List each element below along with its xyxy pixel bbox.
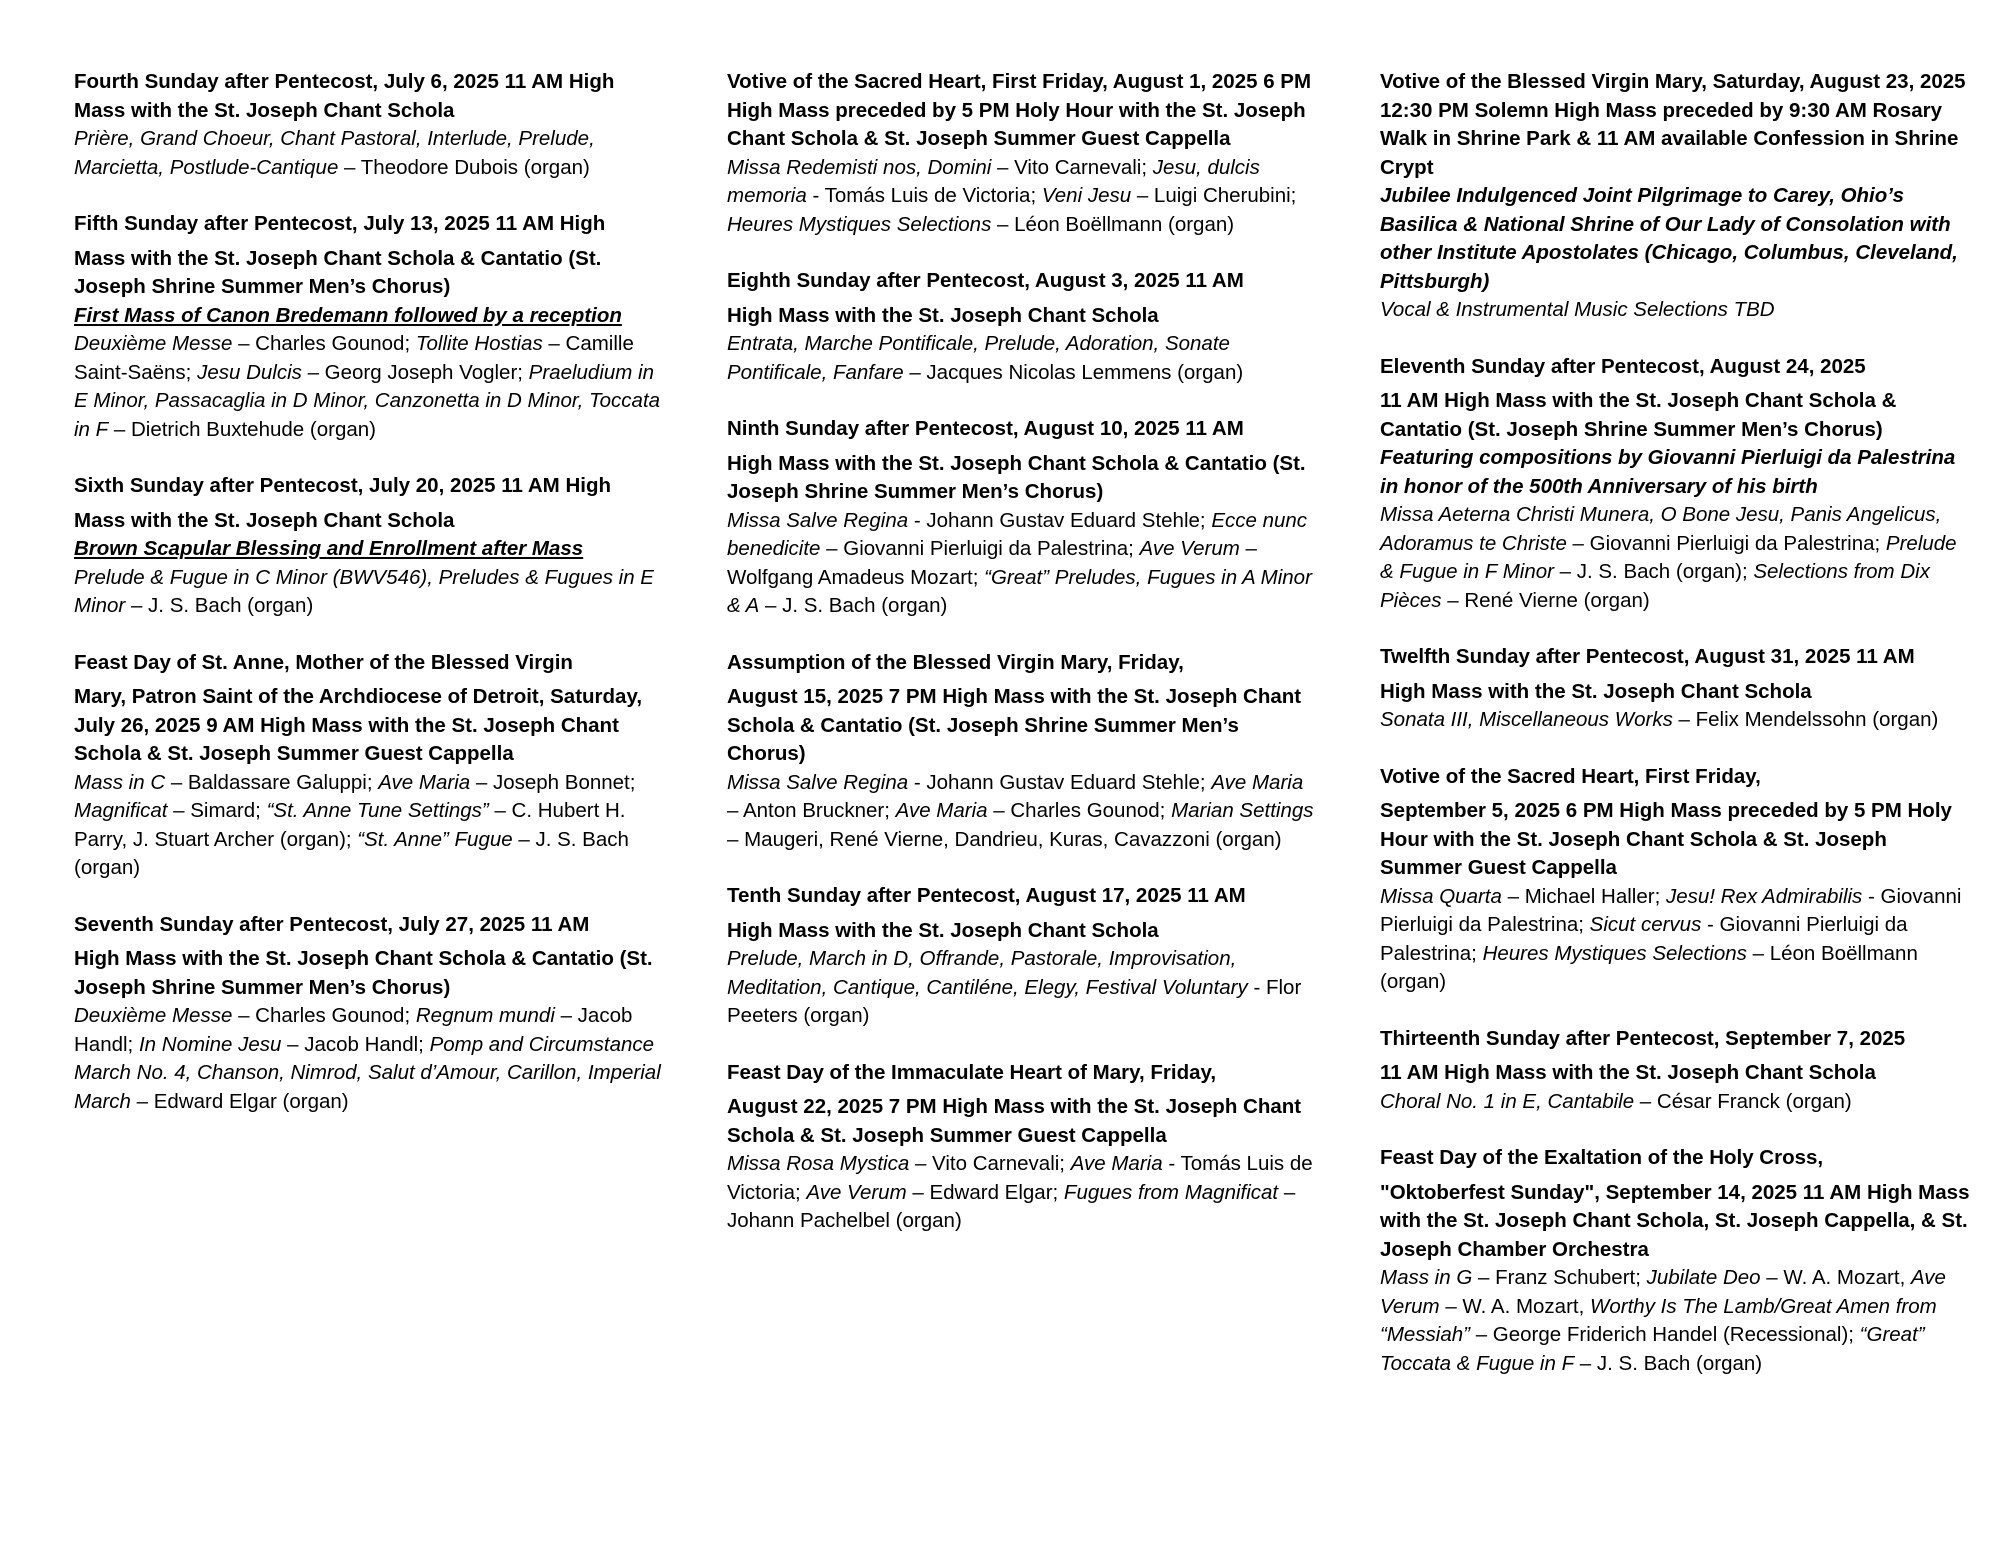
work-title: “Great” Toccata & Fugue in F — [1380, 1323, 1925, 1375]
work-title: “St. Anne” Fugue — [357, 827, 513, 851]
work-title: Missa Aeterna Christi Munera, O Bone Jesu, Panis Angelicus, Adoramus te Christe — [1380, 503, 1942, 555]
entry-heading: Thirteenth Sunday after Pentecost, September 7, 2025 — [1380, 1026, 1906, 1050]
work-title: Sonata III, Miscellaneous Works — [1380, 708, 1673, 731]
entry-heading: August 15, 2025 7 PM High Mass with the St. Joseph Chant Schola & Cantatio (St. Joseph Shrine Summer Men’s Chorus) — [727, 685, 1302, 765]
music-program — [727, 507, 1317, 621]
entry-heading: Votive of the Blessed Virgin Mary, Saturday, August 23, 2025 12:30 PM Solemn High Mass preceded by 9:30 AM Rosary Walk in Shrine Park & 11 AM available Confession in Shrine Crypt — [1380, 70, 1966, 179]
entry-heading: Feast Day of the Immaculate Heart of Mary, Friday, — [727, 1060, 1217, 1084]
composer-credit: – Vito Carnevali; — [909, 1152, 1071, 1175]
composer-credit: – Vito Carnevali; — [991, 155, 1153, 179]
composer-credit: – C. Hubert H. Parry, J. Stuart Archer (organ); — [74, 799, 626, 851]
music-program — [727, 330, 1317, 387]
entry-heading: High Mass with the St. Joseph Chant Schola — [727, 303, 1159, 327]
work-title: Jubilate Deo — [1646, 1266, 1761, 1289]
work-title: Ave Verum — [1139, 537, 1240, 560]
composer-credit: – Léon Boëllmann (organ) — [991, 212, 1235, 236]
music-program — [727, 154, 1317, 240]
composer-credit: – J. S. Bach (organ) — [759, 594, 948, 617]
music-program — [1380, 501, 1970, 615]
entry-heading: High Mass with the St. Joseph Chant Schola — [1380, 679, 1812, 703]
entry-heading: Sixth Sunday after Pentecost, July 20, 2025 11 AM High — [74, 474, 611, 497]
work-title: Heures Mystiques Selections — [1482, 941, 1747, 965]
work-title: Jesu Dulcis — [197, 360, 302, 384]
work-title: Magnificat — [74, 799, 168, 822]
work-title: In Nomine Jesu — [138, 1032, 282, 1056]
entry-heading: Seventh Sunday after Pentecost, July 27, 2025 11 AM — [74, 912, 590, 936]
music-program — [727, 945, 1317, 1031]
music-program — [1380, 883, 1970, 997]
music-program — [74, 330, 664, 444]
composer-credit: - Johann Gustav Eduard Stehle; — [908, 508, 1212, 532]
composer-credit: – George Friderich Handel (Recessional); — [1470, 1323, 1860, 1346]
entry-heading: High Mass with the St. Joseph Chant Schola — [727, 918, 1159, 942]
composer-credit: - Flor Peeters (organ) — [727, 975, 1302, 1027]
entry-heading: Feast Day of St. Anne, Mother of the Blessed Virgin — [74, 650, 573, 674]
work-title: Mass in G — [1380, 1266, 1473, 1289]
composer-credit: – Edward Elgar (organ) — [130, 1089, 349, 1113]
work-title: Ecce nunc benedicite — [727, 508, 1308, 560]
composer-credit: – W. A. Mozart, — [1760, 1266, 1911, 1289]
schedule-entry — [74, 472, 664, 621]
schedule-entry — [74, 68, 664, 182]
composer-credit: – Charles Gounod; — [232, 332, 416, 355]
entry-heading: Fifth Sunday after Pentecost, July 13, 2025 11 AM High — [74, 212, 606, 235]
special-note: First Mass of Canon Bredemann followed by a reception — [74, 303, 622, 327]
entry-heading: September 5, 2025 6 PM High Mass preceded by 5 PM Holy Hour with the St. Joseph Chant Schola & St. Joseph Summer Guest Cappella — [1380, 799, 1952, 879]
composer-credit: – W. A. Mozart, — [1439, 1294, 1591, 1318]
work-title: Prelude & Fugue in C Minor (BWV546), Preludes & Fugues in E Minor — [74, 565, 654, 617]
composer-credit: – Léon Boëllmann (organ) — [1380, 941, 1918, 993]
work-title: Ave Maria — [378, 770, 471, 794]
work-title: Sicut cervus — [1589, 913, 1702, 936]
schedule-entry — [727, 882, 1317, 1031]
music-program — [74, 564, 664, 621]
music-program — [74, 125, 664, 182]
work-title: Deuxième Messe — [74, 1004, 233, 1027]
work-title: Missa Rosa Mystica — [727, 1152, 910, 1175]
work-title: Tollite Hostias — [415, 332, 543, 355]
schedule-entry — [1380, 1025, 1970, 1117]
work-title: Regnum mundi — [415, 1004, 555, 1027]
entry-heading: "Oktoberfest Sunday", September 14, 2025 11 AM High Mass with the St. Joseph Chant Schola, St. Joseph Cappella, & St. Joseph Chamber Orchestra — [1380, 1180, 1970, 1261]
special-note: Brown Scapular Blessing and Enrollment after Mass — [74, 537, 584, 560]
work-title: Heures Mystiques Selections — [727, 212, 992, 236]
composer-credit: – René Vierne (organ) — [1441, 588, 1650, 612]
work-title: Praeludium in E Minor, Passacaglia in D Minor, Canzonetta in D Minor, Toccata in F — [74, 360, 661, 441]
work-title: Worthy Is The Lamb/Great Amen from “Messiah” — [1380, 1294, 1937, 1346]
entry-heading: Votive of the Sacred Heart, First Friday, — [1380, 764, 1761, 788]
schedule-column-3 — [1380, 68, 1970, 1406]
work-title: Ave Verum — [1380, 1266, 1946, 1318]
work-title: Prière, Grand Choeur, Chant Pastoral, Interlude, Prelude, Marcietta, Postlude-Cantique — [74, 127, 595, 179]
entry-heading: Votive of the Sacred Heart, First Friday, August 1, 2025 6 PM High Mass preceded by 5 PM Holy Hour with the St. Joseph Chant Schola & St. Joseph Summer Guest Cappella — [727, 70, 1312, 150]
work-title: Veni Jesu — [1041, 184, 1132, 207]
composer-credit: – Baldassare Galuppi; — [165, 770, 379, 794]
work-title: Choral No. 1 in E, Cantabile — [1380, 1089, 1635, 1113]
entry-heading: 11 AM High Mass with the St. Joseph Chant Schola — [1380, 1061, 1876, 1084]
entry-heading: Tenth Sunday after Pentecost, August 17, 2025 11 AM — [727, 884, 1246, 907]
work-title: Ave Maria — [1070, 1152, 1163, 1175]
work-title: Vocal & Instrumental Music Selections TBD — [1380, 298, 1775, 321]
entry-heading: Ninth Sunday after Pentecost, August 10, 2025 11 AM — [727, 417, 1244, 440]
composer-credit: – J. S. Bach (organ) — [125, 594, 314, 617]
entry-heading: Twelfth Sunday after Pentecost, August 31, 2025 11 AM — [1380, 645, 1915, 668]
composer-credit: – Johann Pachelbel (organ) — [727, 1180, 1296, 1232]
work-title: Ave Verum — [806, 1180, 907, 1204]
schedule-entry — [1380, 763, 1970, 997]
entry-heading: Eighth Sunday after Pentecost, August 3, 2025 11 AM — [727, 269, 1244, 292]
entry-heading: August 22, 2025 7 PM High Mass with the St. Joseph Chant Schola & St. Joseph Summer Guest Cappella — [727, 1095, 1302, 1147]
schedule-column-1 — [74, 68, 664, 1144]
schedule-entry — [727, 415, 1317, 621]
entry-heading: Feast Day of the Exaltation of the Holy Cross, — [1380, 1146, 1824, 1169]
entry-heading: High Mass with the St. Joseph Chant Schola & Cantatio (St. Joseph Shrine Summer Men’s Chorus) — [727, 451, 1306, 503]
composer-credit: – J. S. Bach (organ); — [1553, 560, 1754, 583]
work-title: Fugues from Magnificat — [1063, 1180, 1279, 1204]
schedule-entry — [1380, 1144, 1970, 1378]
work-title: Jesu! Rex Admirabilis — [1665, 884, 1863, 908]
composer-credit: – Wolfgang Amadeus Mozart; — [727, 537, 1257, 589]
work-title: Prelude & Fugue in F Minor — [1380, 531, 1957, 583]
composer-credit: – J. S. Bach (organ) — [1574, 1351, 1763, 1375]
composer-credit: – Simard; — [167, 799, 267, 822]
work-title: Missa Salve Regina — [727, 508, 909, 532]
composer-credit: - Tomás Luis de Victoria; — [727, 1152, 1313, 1204]
composer-credit: – Jacques Nicolas Lemmens (organ) — [903, 360, 1244, 384]
composer-credit: – Maugeri, René Vierne, Dandrieu, Kuras, Cavazzoni (organ) — [727, 827, 1282, 851]
work-title: Jesu, dulcis memoria — [727, 155, 1260, 207]
composer-credit: – Felix Mendelssohn (organ) — [1672, 708, 1939, 731]
music-program — [1380, 706, 1970, 735]
entry-heading: Mary, Patron Saint of the Archdiocese of Detroit, Saturday, July 26, 2025 9 AM High Mass with the St. Joseph Chant Schola & St. Joseph Summer Guest Cappella — [74, 685, 643, 765]
composer-credit: – Theodore Dubois (organ) — [338, 155, 590, 179]
work-title: Missa Salve Regina — [727, 770, 909, 794]
work-title: Deuxième Messe — [74, 332, 233, 355]
composer-credit: – Jacob Handl; — [281, 1032, 430, 1056]
special-note: Jubilee Indulgenced Joint Pilgrimage to Carey, Ohio’s Basilica & National Shrine of Our Lady of Consolation with other Institute Apostolates (Chicago, Columbus, Cleveland, Pittsburgh) — [1380, 184, 1958, 293]
schedule-entry — [74, 649, 664, 883]
entry-heading: Fourth Sunday after Pentecost, July 6, 2025 11 AM High Mass with the St. Joseph Chant Schola — [74, 70, 615, 122]
schedule-entry — [1380, 353, 1970, 616]
composer-credit: – Giovanni Pierluigi da Palestrina; — [820, 537, 1140, 560]
schedule-entry — [74, 911, 664, 1117]
composer-credit: – Giovanni Pierluigi da Palestrina; — [1566, 531, 1886, 555]
work-title: Prelude, March in D, Offrande, Pastorale, Improvisation, Meditation, Cantique, Cantiléne, Elegy, Festival Voluntary — [727, 947, 1248, 999]
composer-credit: – Edward Elgar; — [906, 1180, 1064, 1204]
schedule-entry — [727, 267, 1317, 387]
entry-heading: Mass with the St. Joseph Chant Schola & Cantatio (St. Joseph Shrine Summer Men’s Chorus) — [74, 246, 602, 298]
work-title: Selections from Dix Pièces — [1380, 560, 1930, 612]
composer-credit: - Tomás Luis de Victoria; — [806, 184, 1042, 207]
work-title: Marian Settings — [1171, 799, 1314, 822]
composer-credit: – Michael Haller; — [1501, 884, 1666, 908]
composer-credit: – Jacob Handl; — [74, 1004, 633, 1056]
composer-credit: – Luigi Cherubini; — [1131, 184, 1297, 207]
work-title: Missa Redemisti nos, Domini — [727, 155, 992, 179]
schedule-column-2 — [727, 68, 1317, 1264]
music-program — [1380, 1088, 1970, 1117]
schedule-entry — [74, 210, 664, 444]
work-title: Entrata, Marche Pontificale, Prelude, Adoration, Sonate Pontificale, Fanfare — [727, 332, 1230, 384]
composer-credit: – Georg Joseph Vogler; — [301, 360, 529, 384]
special-note: Featuring compositions by Giovanni Pierluigi da Palestrina in honor of the 500th Anniversary of his birth — [1380, 446, 1956, 498]
composer-credit: - Johann Gustav Eduard Stehle; — [908, 770, 1212, 794]
composer-credit: – Joseph Bonnet; — [470, 770, 636, 794]
schedule-entry — [727, 68, 1317, 239]
entry-heading: 11 AM High Mass with the St. Joseph Chant Schola & Cantatio (St. Joseph Shrine Summer Men’s Chorus) — [1380, 389, 1897, 441]
music-program — [727, 769, 1317, 855]
work-title: Pomp and Circumstance March No. 4, Chanson, Nimrod, Salut d’Amour, Carillon, Imperial March — [74, 1032, 661, 1113]
music-program — [727, 1150, 1317, 1236]
schedule-entry — [727, 1059, 1317, 1236]
work-title: Ave Maria — [895, 799, 988, 822]
composer-credit: – Dietrich Buxtehude (organ) — [108, 417, 376, 441]
schedule-entry — [1380, 68, 1970, 325]
composer-credit: – Camille Saint-Saëns; — [74, 332, 634, 384]
composer-credit: – J. S. Bach (organ) — [74, 827, 629, 879]
composer-credit: – Charles Gounod; — [232, 1004, 416, 1027]
work-title: Mass in C — [74, 770, 166, 794]
music-program — [74, 1002, 664, 1116]
music-program — [1380, 1264, 1970, 1378]
music-program — [1380, 296, 1970, 325]
work-title: “Great” Preludes, Fugues in A Minor & A — [727, 565, 1312, 617]
composer-credit: – Anton Bruckner; — [727, 799, 896, 822]
work-title: Ave Maria — [1211, 770, 1304, 794]
schedule-entry — [727, 649, 1317, 855]
entry-heading: High Mass with the St. Joseph Chant Schola & Cantatio (St. Joseph Shrine Summer Men’s Chorus) — [74, 947, 653, 999]
entry-heading: Eleventh Sunday after Pentecost, August 24, 2025 — [1380, 354, 1866, 378]
composer-credit: – César Franck (organ) — [1634, 1089, 1852, 1113]
schedule-entry — [1380, 643, 1970, 735]
composer-credit: – Franz Schubert; — [1472, 1266, 1647, 1289]
music-program — [74, 769, 664, 883]
entry-heading: Assumption of the Blessed Virgin Mary, Friday, — [727, 650, 1184, 674]
work-title: “St. Anne Tune Settings” — [266, 799, 489, 822]
composer-credit: – Charles Gounod; — [987, 799, 1172, 822]
composer-credit: - Giovanni Pierluigi da Palestrina; — [1380, 884, 1962, 936]
entry-heading: Mass with the St. Joseph Chant Schola — [74, 508, 455, 532]
composer-credit: - Giovanni Pierluigi da Palestrina; — [1380, 913, 1908, 965]
work-title: Missa Quarta — [1380, 884, 1502, 908]
